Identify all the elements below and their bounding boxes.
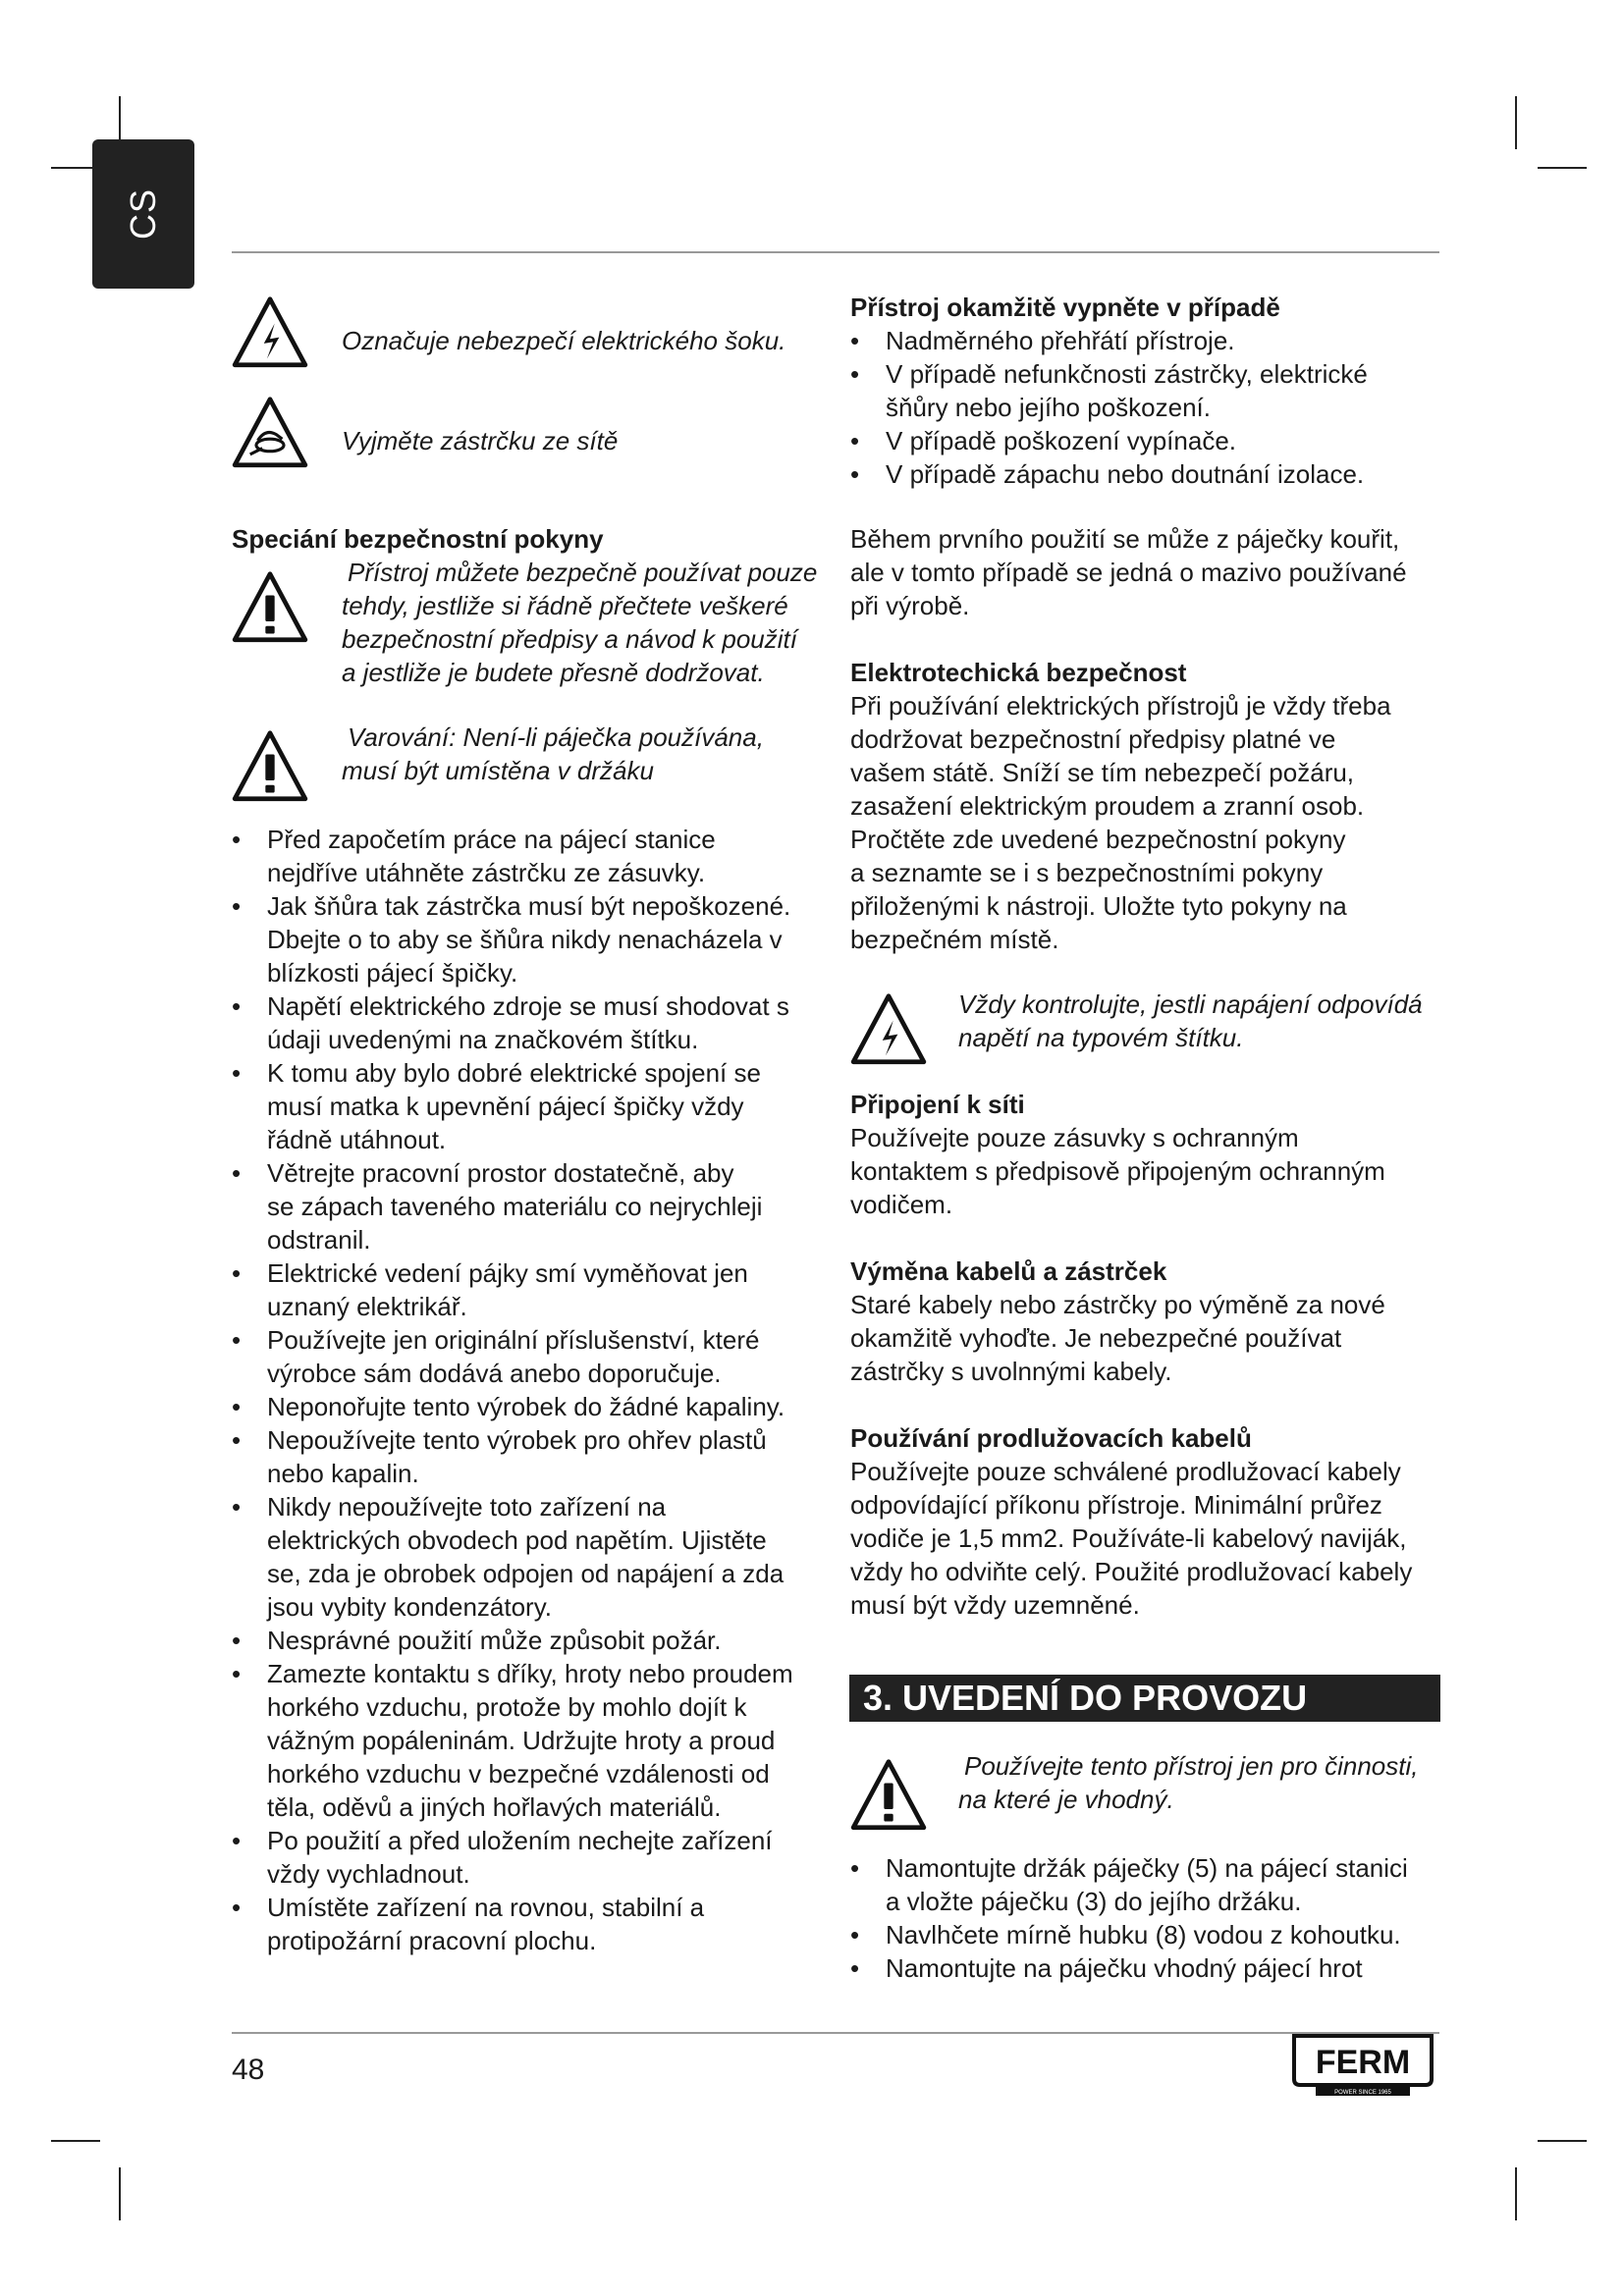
first-use-paragraph: Během prvního použití se může z páječky kouřit, ale v tomto případě se jedná o mazivo používané při výrobě.	[850, 524, 1407, 620]
list-item: • Elektrické vedení pájky smí vyměňovat jen uznaný elektrikář.	[232, 1256, 840, 1323]
logo-tagline: POWER SINCE 1965	[1334, 2090, 1391, 2096]
list-item: • Umístěte zařízení na rovnou, stabilní a protipožární pracovní plochu.	[232, 1891, 840, 1957]
list-item: • Jak šňůra tak zástrčka musí být nepoškozené. Dbejte o to aby se šňůra nikdy nenacházela v blízkosti pájecí špičky.	[232, 889, 840, 989]
list-item: • Po použití a před uložením nechejte zařízení vždy vychladnout.	[232, 1824, 840, 1891]
safety-bullet-list	[232, 823, 840, 1957]
cables-paragraph: Staré kabely nebo zástrčky po výměně za nové okamžitě vyhoďte. Je nebezpečné používat zástrčky s uvolnnými kabely.	[850, 1290, 1385, 1386]
warning-text: Přístroj můžete bezpečně používat pouze tehdy, jestliže si řádně přečtete veškeré bezpečnostní předpisy a návod k použití a jestliže je budete přesně dodržovat.	[342, 558, 818, 687]
list-item: • V případě zápachu nebo doutnání izolace.	[850, 457, 1439, 491]
list-item: • Zamezte kontaktu s dříky, hroty nebo proudem horkého vzduchu, protože by mohlo dojít k vážným popáleninám. Udržujte hroty a proud horkého vzduchu v bezpečné vzdálenosti od těla, oděvů a jiných hořlavých materiálů.	[232, 1657, 840, 1824]
general-warning-icon	[232, 569, 308, 646]
section-warning-text: Používejte tento přístroj jen pro činnosti, na které je vhodný.	[958, 1751, 1419, 1814]
list-item: • Namontujte na páječku vhodný pájecí hrot	[850, 1951, 1439, 1985]
general-warning-icon	[850, 1757, 927, 1834]
list-item: • Používejte jen originální příslušenství, které výrobce sám dodává anebo doporučuje.	[232, 1323, 840, 1390]
electric-shock-warning-icon	[850, 991, 927, 1068]
logo-wordmark: FERM	[1315, 2044, 1411, 2081]
footer-rule	[232, 2032, 1439, 2034]
unplug-warning-icon	[232, 395, 308, 471]
crop-mark	[1515, 2167, 1517, 2220]
section-heading: Připojení k síti	[850, 1090, 1025, 1119]
mains-paragraph: Používejte pouze zásuvky s ochranným kontaktem s předpisově připojeným ochranným vodičem.	[850, 1123, 1385, 1219]
electrical-safety-paragraph: Při používání elektrických přístrojů je vždy třeba dodržovat bezpečnostní předpisy platné ve vašem státě. Sníží se tím nebezpečí požáru, zasažení elektrickým proudem a zranní osob. Pročtěte zde uvedené bezpečnostní pokyny a seznamte se i s bezpečnostními pokyny přiloženými k nástroji. Uložte tyto pokyny na bezpečném místě.	[850, 691, 1391, 954]
list-item: • Před započetím práce na pájecí stanice nejdříve utáhněte zástrčku ze zásuvky.	[232, 823, 840, 889]
section-title-bar: 3. UVEDENÍ DO PROVOZU	[849, 1675, 1440, 1722]
general-warning-icon	[232, 728, 308, 805]
section-heading: Speciání bezpečnostní pokyny	[232, 524, 604, 554]
list-item: • Větrejte pracovní prostor dostatečně, aby se zápach taveného materiálu co nejrychleji odstranil.	[232, 1156, 840, 1256]
list-item: • Napětí elektrického zdroje se musí shodovat s údaji uvedenými na značkovém štítku.	[232, 989, 840, 1056]
symbol-legend-text: Označuje nebezpečí elektrického šoku.	[342, 326, 786, 355]
list-item: • Nikdy nepoužívejte toto zařízení na elektrických obvodech pod napětím. Ujistěte se, zda je obrobek odpojen od napájení a zda jsou vybity kondenzátory.	[232, 1490, 840, 1624]
extension-cables-paragraph: Používejte pouze schválené prodlužovací kabely odpovídající příkonu přístroje. Minimální průřez vodiče je 1,5 mm2. Používáte-li kabelový naviják, vždy ho odviňte celý. Použité prodlužovací kabely musí být vždy uzemněné.	[850, 1457, 1413, 1620]
section-heading: Přístroj okamžitě vypněte v případě	[850, 293, 1280, 322]
list-item: • V případě poškození vypínače.	[850, 424, 1439, 457]
crop-mark	[119, 2167, 121, 2220]
list-item: • Neponořujte tento výrobek do žádné kapaliny.	[232, 1390, 840, 1423]
list-item: • K tomu aby bylo dobré elektrické spojení se musí matka k upevnění pájecí špičky vždy řádně utáhnout.	[232, 1056, 840, 1156]
language-code: CS	[123, 187, 163, 240]
header-rule	[232, 251, 1439, 253]
crop-mark	[1538, 2140, 1587, 2142]
list-item: • Nepoužívejte tento výrobek pro ohřev plastů nebo kapalin.	[232, 1423, 840, 1490]
section-heading: Používání prodlužovacích kabelů	[850, 1423, 1252, 1453]
electric-shock-warning-icon	[232, 294, 308, 371]
switch-off-list	[850, 324, 1439, 491]
list-item: • Navlhčete mírně hubku (8) vodou z kohoutku.	[850, 1918, 1439, 1951]
warning-text: Varování: Není-li páječka používána, musí být umístěna v držáku	[342, 722, 764, 785]
symbol-legend-text: Vyjměte zástrčku ze sítě	[342, 426, 619, 455]
setup-bullet-list	[850, 1851, 1439, 1985]
list-item: • Nadměrného přehřátí přístroje.	[850, 324, 1439, 357]
crop-mark	[1538, 167, 1587, 169]
language-tab	[92, 139, 194, 289]
section-heading: Elektrotechická bezpečnost	[850, 658, 1187, 687]
page-number: 48	[232, 2054, 265, 2086]
voltage-warning-text: Vždy kontrolujte, jestli napájení odpovídá napětí na typovém štítku.	[958, 989, 1423, 1052]
list-item: • V případě nefunkčnosti zástrčky, elektrické šňůry nebo jejího poškození.	[850, 357, 1439, 424]
ferm-logo	[1288, 2034, 1437, 2097]
list-item: • Nesprávné použití může způsobit požár.	[232, 1624, 840, 1657]
crop-mark	[51, 2140, 100, 2142]
section-heading: Výměna kabelů a zástrček	[850, 1256, 1167, 1286]
list-item: • Namontujte držák páječky (5) na pájecí stanici a vložte páječku (3) do jejího držáku.	[850, 1851, 1439, 1918]
crop-mark	[1515, 96, 1517, 149]
